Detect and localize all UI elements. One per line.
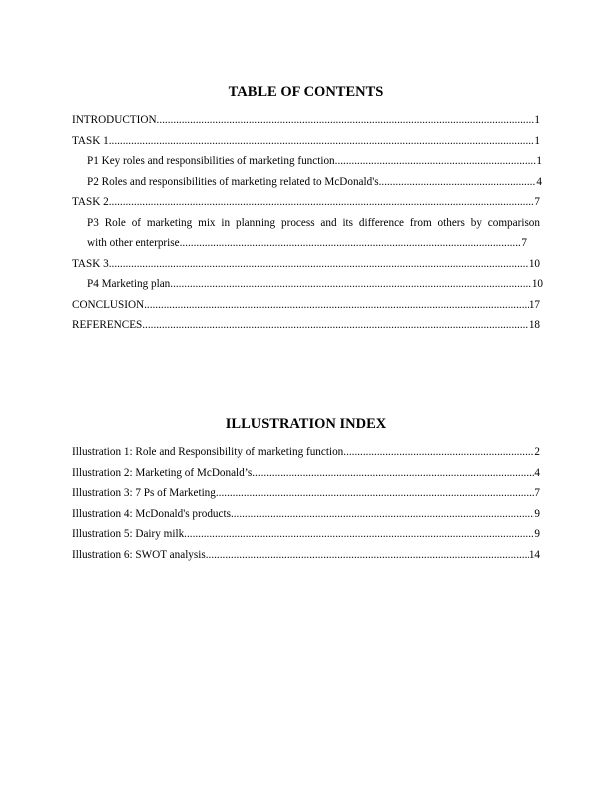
toc-entry-label: P4 Marketing plan — [87, 278, 171, 290]
illustration-entry-page: 9 — [534, 507, 540, 520]
toc-entry-page: 7 — [521, 237, 527, 249]
dot-leader — [170, 277, 532, 291]
dot-leader — [142, 318, 529, 332]
toc-entry-label: INTRODUCTION — [72, 114, 157, 126]
illustration-entry-2[interactable] — [72, 466, 540, 487]
dot-leader — [379, 175, 537, 189]
toc-entry-introduction[interactable] — [72, 113, 540, 134]
illustration-entry-label: Illustration 1: Role and Responsibility of marketing function — [72, 446, 344, 458]
toc-entry-p2[interactable] — [72, 175, 542, 196]
illustration-entry-label: Illustration 2: Marketing of McDonald’s — [72, 466, 253, 479]
toc-entry-task-1[interactable] — [72, 134, 540, 155]
illustration-entry-page: 2 — [534, 446, 540, 458]
toc-entry-page: 10 — [528, 257, 540, 270]
dot-leader — [109, 257, 529, 271]
illustration-entry-6[interactable] — [72, 548, 540, 569]
illustration-entry-page: 7 — [534, 487, 540, 499]
toc-entry-label: P1 Key roles and responsibilities of marketing function — [87, 155, 335, 167]
illustration-index-title: ILLUSTRATION INDEX — [225, 416, 387, 432]
toc-entry-p1[interactable] — [72, 154, 542, 175]
illustration-entry-label: Illustration 4: McDonald's products — [72, 507, 231, 520]
illustration-entry-3[interactable] — [72, 486, 540, 507]
toc-entry-page: 7 — [534, 196, 540, 208]
dot-leader — [180, 236, 522, 257]
toc-entry-label: TASK 3 — [72, 257, 109, 270]
toc-entry-label: P2 Roles and responsibilities of marketing related to McDonald's — [87, 175, 379, 188]
toc-entry-task-2[interactable] — [72, 195, 540, 216]
toc-entry-label: TASK 1 — [72, 134, 109, 147]
illustration-entry-4[interactable] — [72, 507, 540, 528]
illustration-entry-label: Illustration 6: SWOT analysis — [72, 548, 206, 561]
illustration-entry-label: Illustration 3: 7 Ps of Marketing — [72, 487, 216, 499]
illustration-entry-page: 14 — [528, 548, 540, 561]
dot-leader — [206, 548, 529, 562]
illustration-entry-label: Illustration 5: Dairy milk — [72, 528, 185, 540]
toc-entry-p4[interactable] — [72, 277, 543, 298]
dot-leader — [184, 527, 534, 541]
toc-entry-references[interactable] — [72, 318, 540, 339]
toc-entry-label: TASK 2 — [72, 196, 109, 208]
dot-leader — [252, 466, 534, 480]
toc-entry-page: 1 — [536, 155, 542, 167]
illustration-entry-5[interactable] — [72, 527, 540, 548]
illustration-entry-page: 9 — [534, 528, 540, 540]
toc-entry-label-line-2: with other enterprise — [87, 237, 180, 249]
illustration-entry-1[interactable] — [72, 445, 540, 466]
dot-leader — [144, 298, 529, 312]
dot-leader — [109, 134, 535, 148]
toc-entry-page: 18 — [528, 319, 540, 331]
toc-entry-page: 1 — [534, 134, 540, 147]
toc-list — [72, 113, 543, 339]
toc-entry-conclusion[interactable] — [72, 298, 540, 319]
dot-leader — [231, 507, 534, 521]
toc-entry-label-line-2-row — [87, 236, 527, 257]
toc-entry-task-3[interactable] — [72, 257, 540, 278]
illustration-index-list — [72, 445, 540, 568]
toc-entry-label: REFERENCES — [72, 319, 143, 331]
toc-title: TABLE OF CONTENTS — [228, 84, 384, 100]
toc-entry-page: 1 — [534, 114, 540, 126]
dot-leader — [109, 195, 535, 209]
dot-leader — [335, 154, 537, 168]
toc-entry-page: 10 — [531, 278, 543, 290]
toc-entry-page: 4 — [536, 175, 542, 188]
toc-entry-label: CONCLUSION — [72, 298, 145, 311]
toc-entry-label-line-1: P3 Role of marketing mix in planning process and its difference from others by comparison — [87, 216, 540, 229]
toc-entry-p3[interactable] — [72, 216, 540, 257]
toc-entry-page: 17 — [528, 298, 540, 311]
dot-leader — [343, 445, 534, 459]
dot-leader — [216, 486, 535, 500]
dot-leader — [157, 113, 535, 127]
illustration-entry-page: 4 — [534, 466, 540, 479]
